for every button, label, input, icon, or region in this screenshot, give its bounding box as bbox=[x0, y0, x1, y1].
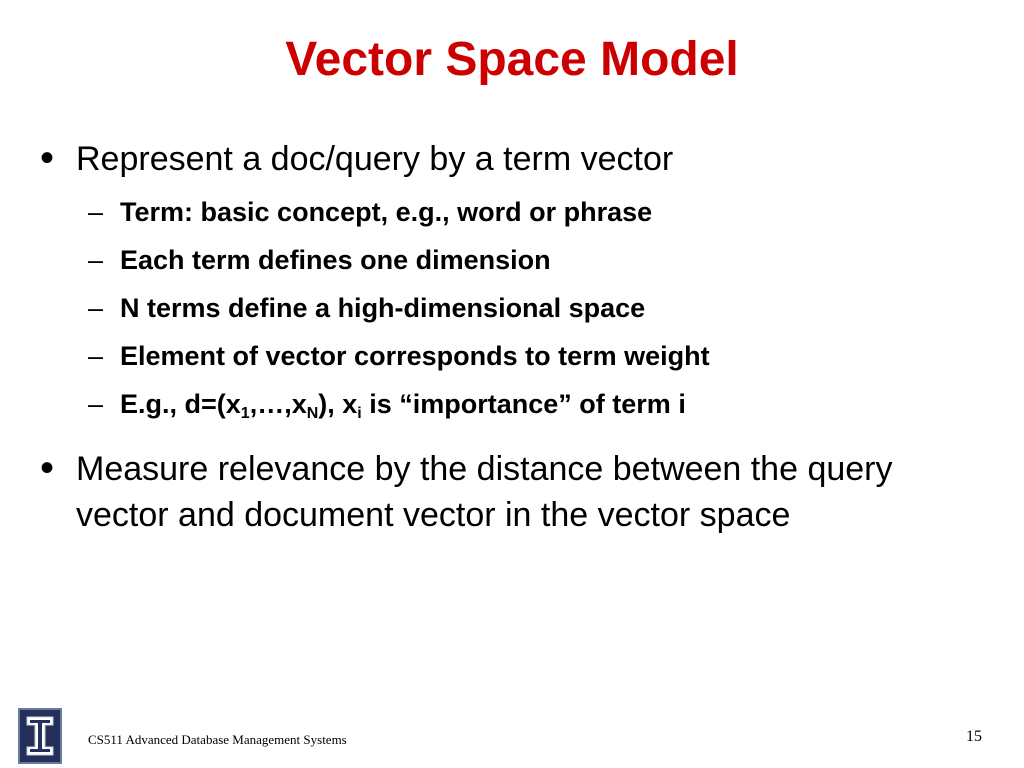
sub-bullet-text: Term: basic concept, e.g., word or phrase bbox=[120, 197, 653, 227]
sub-bullet-dash: – bbox=[88, 245, 104, 275]
sub-bullet-item bbox=[40, 194, 980, 230]
example-text-part: is “importance” of term i bbox=[361, 389, 686, 419]
example-text-part: ,…,x bbox=[249, 389, 307, 419]
page-number: 15 bbox=[966, 728, 982, 745]
example-text-part: E.g., d=(x bbox=[120, 389, 241, 419]
bullet-text: Measure relevance by the distance between the query vector and document vector in the vector space bbox=[76, 450, 893, 534]
sub-bullet-list bbox=[40, 194, 980, 422]
sub-bullet-text: Each term defines one dimension bbox=[120, 245, 551, 275]
subscript-1: 1 bbox=[240, 405, 250, 422]
sub-bullet-item-example bbox=[40, 386, 980, 422]
sub-bullet-dash: – bbox=[88, 341, 104, 371]
bullet-dot: • bbox=[40, 136, 55, 180]
bullet-text: Represent a doc/query by a term vector bbox=[76, 140, 674, 178]
bullet-item-2 bbox=[40, 446, 980, 538]
sub-bullet-dash: – bbox=[88, 197, 104, 227]
sub-bullet-item bbox=[40, 290, 980, 326]
bullet-item-1 bbox=[40, 136, 980, 182]
block-i-logo-glyph bbox=[25, 715, 55, 757]
bullet-dot: • bbox=[40, 446, 55, 490]
sub-bullet-text: N terms define a high-dimensional space bbox=[120, 293, 646, 323]
slide-content bbox=[40, 136, 980, 538]
sub-bullet-dash: – bbox=[88, 389, 104, 419]
slide-title: Vector Space Model bbox=[285, 33, 739, 86]
sub-bullet-item bbox=[40, 242, 980, 278]
subscript-n: N bbox=[306, 405, 319, 422]
sub-bullet-text: Element of vector corresponds to term weight bbox=[120, 341, 710, 371]
block-i-logo-icon bbox=[18, 708, 62, 764]
sub-bullet-dash: – bbox=[88, 293, 104, 323]
subscript-i: i bbox=[357, 405, 362, 422]
sub-bullet-item bbox=[40, 338, 980, 374]
example-text-part: ), x bbox=[318, 389, 358, 419]
footer-course-title: CS511 Advanced Database Management Systems bbox=[88, 732, 347, 747]
